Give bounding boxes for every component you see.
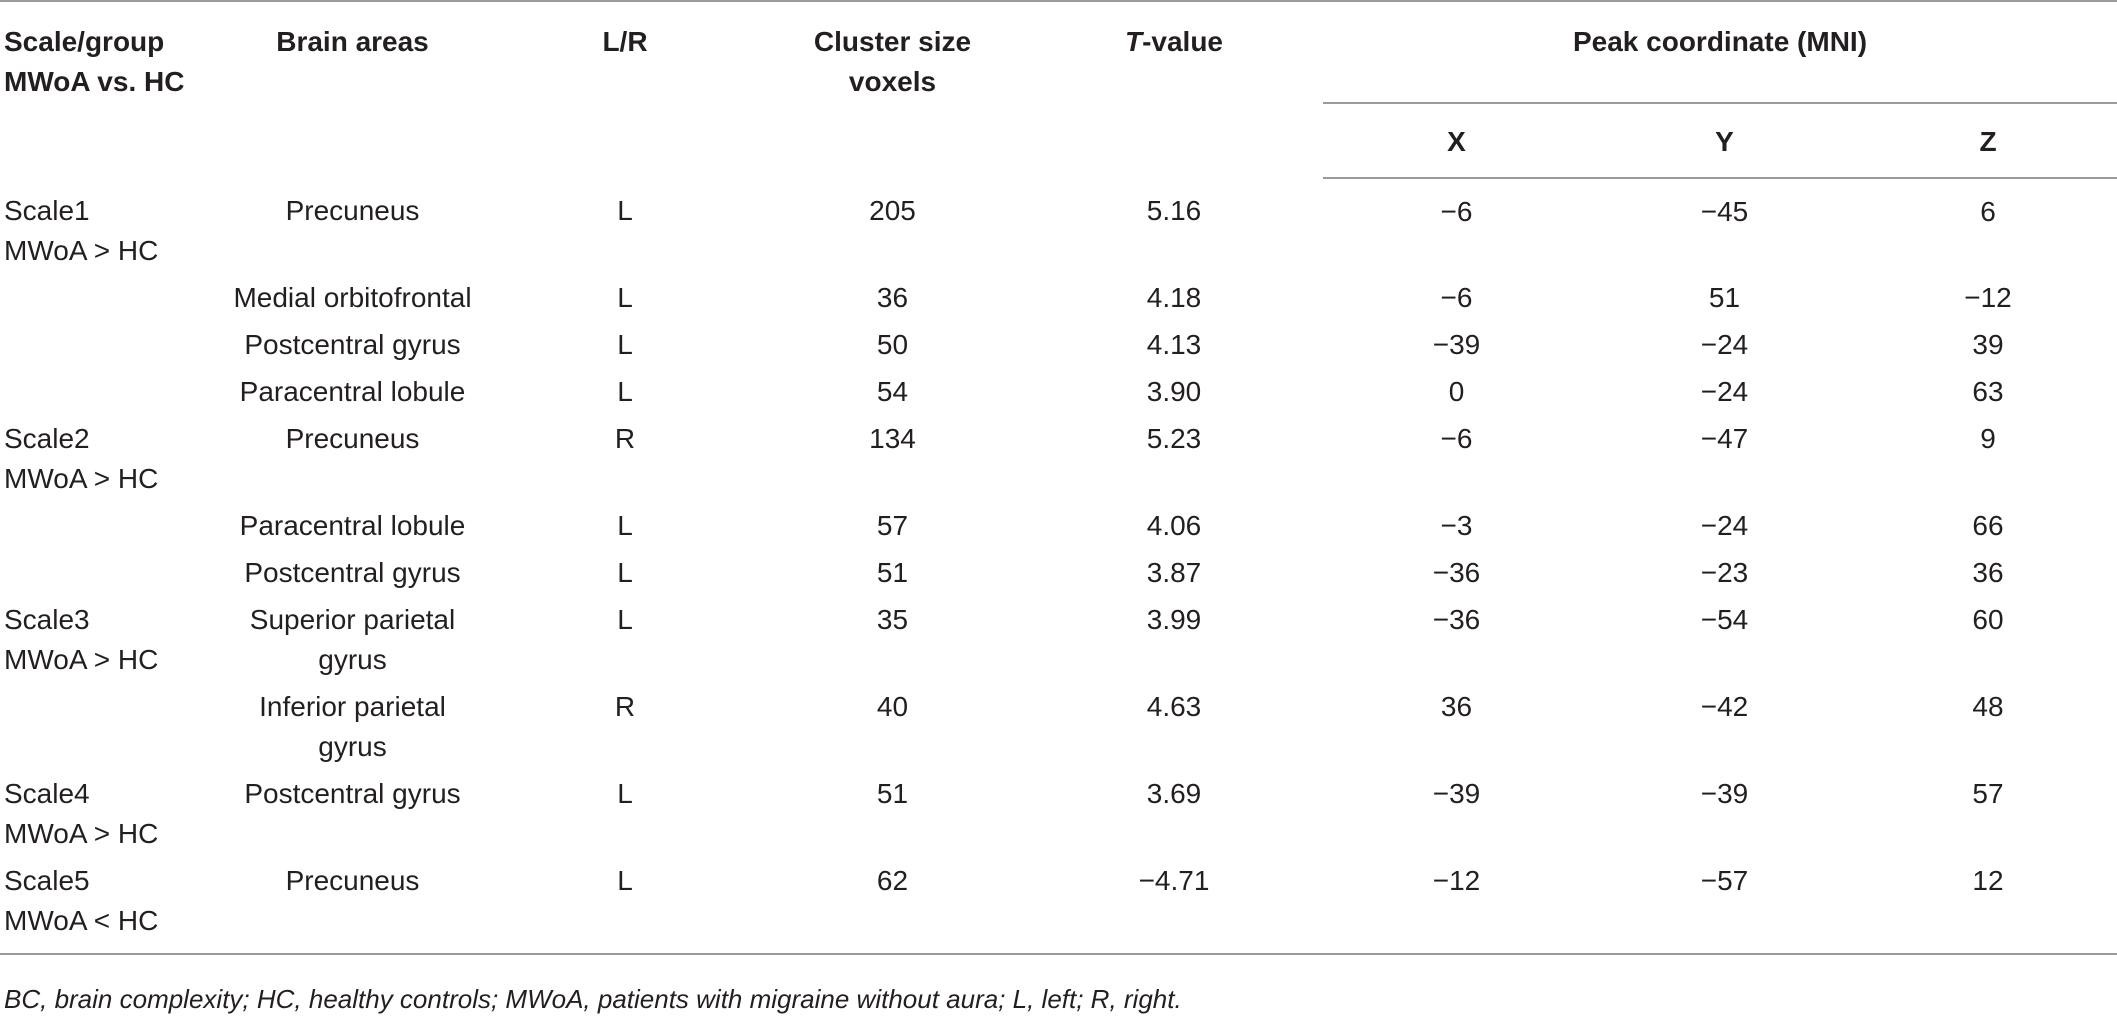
lr-cell: L — [617, 329, 633, 360]
z-cell: 48 — [1972, 691, 2004, 722]
z-cell: 60 — [1972, 604, 2004, 635]
z-cell: 9 — [1980, 423, 1996, 454]
brain-area-line: Postcentral gyrus — [244, 557, 461, 588]
scale-group-cell — [0, 419, 215, 506]
table-body — [0, 178, 2117, 954]
brain-area-cell — [215, 372, 490, 419]
x-cell: −36 — [1432, 557, 1481, 588]
y-cell: −47 — [1700, 423, 1749, 454]
table-row — [0, 372, 2117, 419]
brain-area-line: Medial orbitofrontal — [233, 282, 472, 313]
scale-group-cell — [0, 687, 215, 774]
z-cell: 6 — [1980, 196, 1996, 227]
y-cell: −42 — [1700, 691, 1749, 722]
scale-group-line: Scale3 — [4, 604, 90, 635]
scale-group-line: MWoA > HC — [4, 235, 159, 266]
lr-cell: L — [617, 282, 633, 313]
lr-cell: L — [490, 861, 760, 954]
table-row — [0, 553, 2117, 600]
t-value-cell: 3.69 — [1146, 778, 1202, 809]
cluster-size-cell: 205 — [869, 195, 916, 226]
header-cluster-size — [760, 1, 1025, 178]
scale-group-line: MWoA > HC — [4, 644, 159, 675]
t-value-cell: 5.23 — [1146, 423, 1202, 454]
header-cluster-size-line2: voxels — [848, 66, 937, 97]
header-z: Z — [1859, 103, 2117, 178]
y-cell: −54 — [1700, 604, 1749, 635]
scale-group-line: MWoA < HC — [4, 905, 159, 936]
lr-cell: L — [617, 557, 633, 588]
table-row — [0, 600, 2117, 687]
t-value-cell: 3.87 — [1146, 557, 1202, 588]
brain-area-cell — [215, 861, 490, 954]
header-scale-group-line2: MWoA vs. HC — [4, 66, 185, 97]
scale-group-cell — [0, 861, 215, 954]
brain-area-cell — [215, 419, 490, 506]
t-value-cell: 4.63 — [1146, 691, 1202, 722]
y-cell: −24 — [1700, 510, 1749, 541]
brain-area-line: Postcentral gyrus — [244, 329, 461, 360]
x-cell: 0 — [1448, 376, 1465, 407]
brain-area-line: gyrus — [318, 644, 387, 675]
z-cell: 39 — [1972, 329, 2004, 360]
scale-group-line: Scale1 — [4, 195, 90, 226]
x-cell: −36 — [1432, 604, 1481, 635]
brain-area-cell — [215, 278, 490, 325]
brain-area-cell — [215, 553, 490, 600]
table-header — [0, 1, 2117, 178]
lr-cell: L — [617, 778, 633, 809]
y-cell: −24 — [1700, 329, 1749, 360]
x-cell: 36 — [1440, 691, 1473, 722]
x-cell: −3 — [1440, 510, 1473, 541]
brain-area-cell — [215, 178, 490, 278]
lr-cell: L — [617, 604, 633, 635]
brain-area-line: Precuneus — [285, 423, 420, 454]
z-cell: 36 — [1972, 557, 2004, 588]
z-cell: 63 — [1972, 376, 2004, 407]
brain-area-line: Paracentral lobule — [239, 510, 466, 541]
t-value-cell: 4.18 — [1146, 282, 1202, 313]
t-value-cell: 3.99 — [1146, 604, 1202, 635]
y-cell: 51 — [1708, 282, 1741, 313]
t-value-cell: 5.16 — [1146, 195, 1202, 226]
x-cell: −39 — [1432, 329, 1481, 360]
lr-cell: R — [614, 691, 636, 722]
x-cell: −39 — [1432, 778, 1481, 809]
scale-group-cell — [0, 278, 215, 325]
header-y: Y — [1590, 103, 1859, 178]
brain-area-line: Precuneus — [285, 195, 420, 226]
header-lr: L/R — [490, 1, 760, 178]
scale-group-cell — [0, 774, 215, 861]
x-cell: −6 — [1440, 196, 1473, 227]
t-value-cell: −4.71 — [1025, 861, 1323, 954]
cluster-size-cell: 36 — [876, 282, 909, 313]
cluster-size-cell: 50 — [876, 329, 909, 360]
table-row — [0, 325, 2117, 372]
brain-area-line: gyrus — [318, 731, 387, 762]
brain-area-cell — [215, 774, 490, 861]
scale-group-cell — [0, 325, 215, 372]
x-cell: −12 — [1323, 861, 1590, 954]
table-row — [0, 278, 2117, 325]
table-row — [0, 506, 2117, 553]
y-cell: −24 — [1700, 376, 1749, 407]
brain-area-cell — [215, 325, 490, 372]
brain-area-cell — [215, 600, 490, 687]
brain-area-line: Paracentral lobule — [239, 376, 466, 407]
cluster-size-cell: 134 — [869, 423, 916, 454]
z-cell: 12 — [1859, 861, 2117, 954]
table-row — [0, 687, 2117, 774]
brain-area-line: Postcentral gyrus — [244, 778, 461, 809]
brain-area-cell — [215, 687, 490, 774]
header-scale-group — [0, 1, 215, 178]
z-cell: −12 — [1964, 282, 2012, 313]
brain-area-line: Precuneus — [285, 865, 420, 896]
scale-group-cell — [0, 600, 215, 687]
header-t-value-letter: T — [1124, 26, 1143, 57]
scale-group-cell — [0, 553, 215, 600]
y-cell: −57 — [1590, 861, 1859, 954]
cluster-size-cell: 51 — [876, 778, 909, 809]
brain-area-line: Inferior parietal — [259, 691, 446, 722]
header-t-value — [1025, 1, 1323, 178]
table-row — [0, 861, 2117, 954]
lr-cell: L — [617, 376, 633, 407]
cluster-size-cell: 35 — [876, 604, 909, 635]
scale-group-cell — [0, 506, 215, 553]
y-cell: −45 — [1700, 196, 1749, 227]
y-cell: −23 — [1700, 557, 1749, 588]
scale-group-line: Scale4 — [4, 778, 90, 809]
header-brain-areas: Brain areas — [215, 1, 490, 178]
cluster-size-cell: 40 — [876, 691, 909, 722]
table-row — [0, 178, 2117, 278]
table-row — [0, 419, 2117, 506]
y-cell: −39 — [1700, 778, 1749, 809]
table-footnote: BC, brain complexity; HC, healthy controls; MWoA, patients with migraine without aura; L, left; R, right. — [4, 984, 1182, 1014]
header-scale-group-line1: Scale/group — [4, 26, 165, 57]
table-row — [0, 774, 2117, 861]
header-t-value-suffix: -value — [1142, 26, 1224, 57]
scale-group-line: MWoA > HC — [4, 463, 159, 494]
header-x: X — [1323, 103, 1590, 178]
brain-area-cell — [215, 506, 490, 553]
lr-cell: L — [617, 510, 633, 541]
scale-group-line: Scale2 — [4, 423, 90, 454]
z-cell: 57 — [1972, 778, 2004, 809]
lr-cell: L — [617, 195, 633, 226]
cluster-size-cell: 57 — [876, 510, 909, 541]
lr-cell: R — [614, 423, 636, 454]
scale-group-cell — [0, 372, 215, 419]
header-peak-coordinate: Peak coordinate (MNI) — [1323, 1, 2117, 103]
brain-area-line: Superior parietal — [249, 604, 456, 635]
scale-group-line: MWoA > HC — [4, 818, 159, 849]
t-value-cell: 4.06 — [1146, 510, 1202, 541]
cluster-size-cell: 62 — [760, 861, 1025, 954]
t-value-cell: 3.90 — [1146, 376, 1202, 407]
x-cell: −6 — [1440, 282, 1473, 313]
x-cell: −6 — [1440, 423, 1473, 454]
scale-group-line: Scale5 — [4, 865, 90, 896]
header-cluster-size-line1: Cluster size — [813, 26, 972, 57]
cluster-size-cell: 54 — [876, 376, 909, 407]
t-value-cell: 4.13 — [1146, 329, 1202, 360]
cluster-size-cell: 51 — [876, 557, 909, 588]
scale-group-cell — [0, 178, 215, 278]
z-cell: 66 — [1972, 510, 2004, 541]
